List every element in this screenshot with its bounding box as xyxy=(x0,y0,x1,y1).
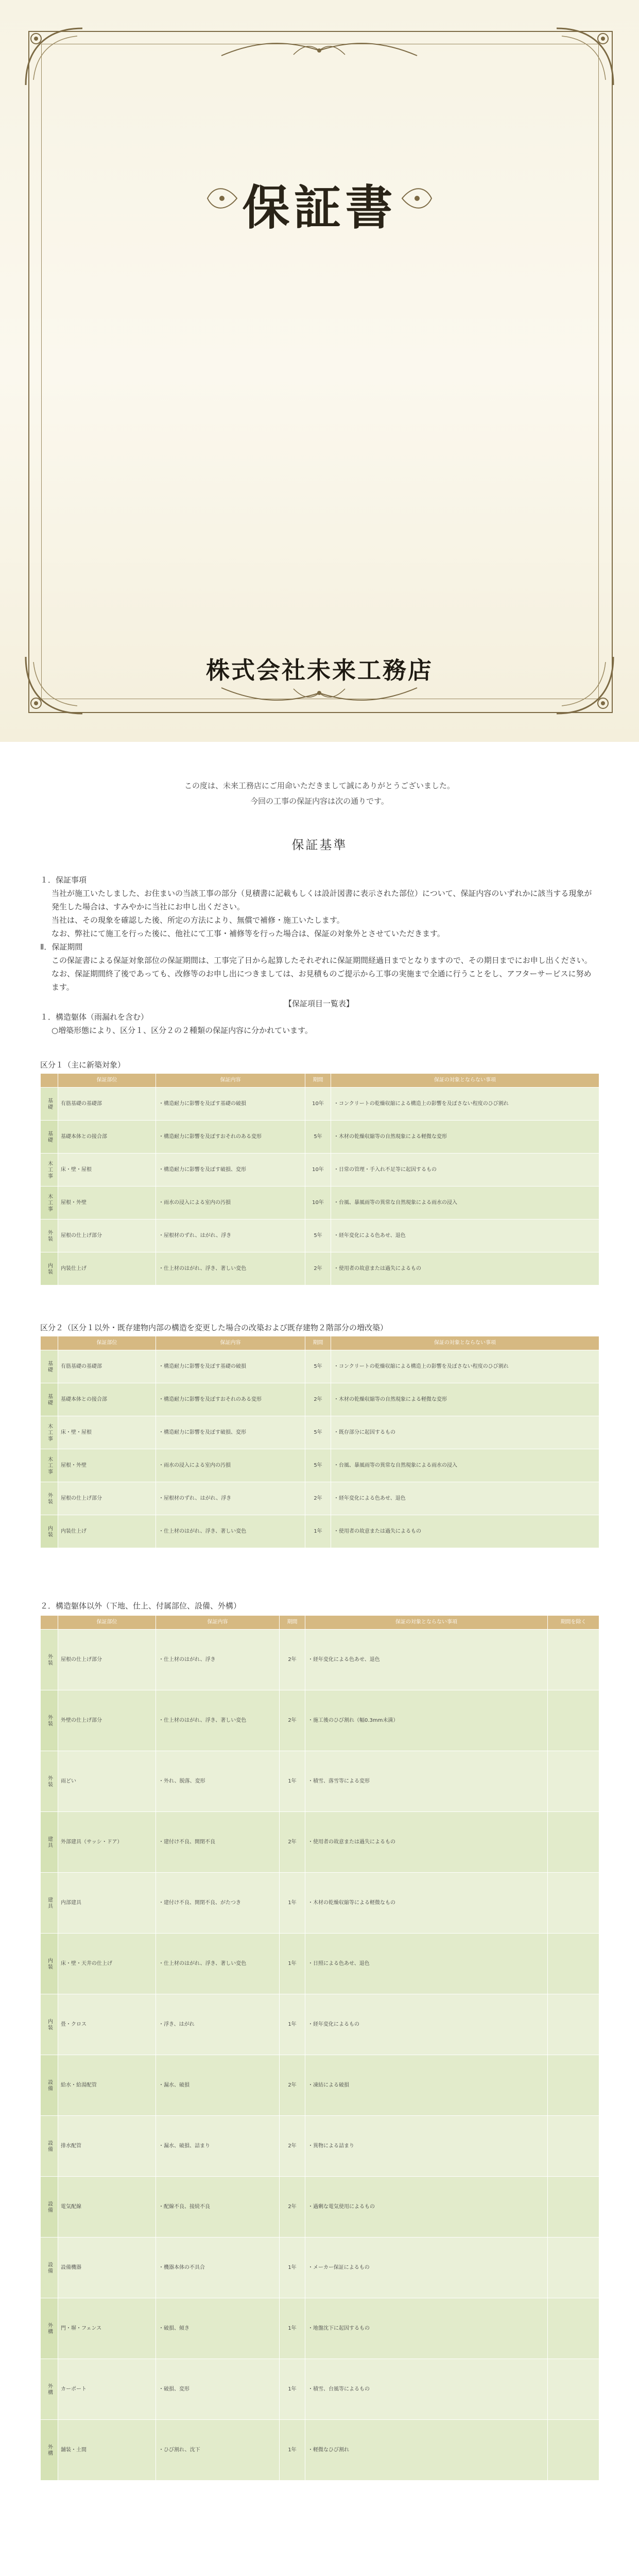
period-cell: 10年 xyxy=(305,1187,331,1219)
table-2-caption: 区分２（区分１以外・既存建物内部の構造を変更した場合の改築および既存建物２階部分の増改築） xyxy=(40,1323,388,1332)
table-row xyxy=(41,2177,599,2238)
part-cell: 屋根の仕上げ部分 xyxy=(58,1482,156,1515)
category-cell: 外構 xyxy=(41,2298,58,2359)
period-cell: 2年 xyxy=(280,1690,305,1751)
content-cell: ・漏水、破損、詰まり xyxy=(156,2116,280,2177)
content-cell: ・屋根材のずれ、はがれ、浮き xyxy=(156,1219,305,1252)
part-cell: 内装仕上げ xyxy=(58,1252,156,1285)
table-1 xyxy=(40,1073,599,1285)
exclusion-cell: ・コンクリートの乾燥収縮による構造上の影響を及ぼさない程度のひび割れ xyxy=(331,1088,599,1121)
extra-cell xyxy=(548,1873,599,1934)
exclusion-cell: ・既存部分に起因するもの xyxy=(331,1416,599,1449)
exclusion-cell: ・積雪、落雪等による変形 xyxy=(305,1751,548,1812)
column-header: 保証内容 xyxy=(156,1074,305,1088)
category-cell: 基礎 xyxy=(41,1383,58,1416)
section-2-paragraph-1: この保証書による保証対象部位の保証期間は、工事完了日から起算したそれぞれに保証期間経過日までとなりますので、その期日までにお申し出ください。 xyxy=(51,956,592,965)
column-header: 期間 xyxy=(280,1616,305,1630)
period-cell: 5年 xyxy=(305,1416,331,1449)
extra-cell xyxy=(548,1690,599,1751)
extra-cell xyxy=(548,1812,599,1873)
table-3 xyxy=(40,1615,599,2481)
column-header: 保証の対象とならない事項 xyxy=(305,1616,548,1630)
table-row xyxy=(41,1187,599,1219)
exclusion-cell: ・木材の乾燥収縮等の自然現象による軽微な変形 xyxy=(331,1383,599,1416)
column-header: 期間 xyxy=(305,1074,331,1088)
exclusion-cell: ・コンクリートの乾燥収縮による構造上の影響を及ぼさない程度のひび割れ xyxy=(331,1350,599,1383)
content-cell: ・仕上材のはがれ、浮き、著しい変色 xyxy=(156,1515,305,1548)
content-cell: ・構造耐力に影響を及ぼすおそれのある変形 xyxy=(156,1121,305,1154)
extra-cell xyxy=(548,1994,599,2055)
intro-line-1: この度は、未来工務店にご用命いただきまして誠にありがとうございました。 xyxy=(184,781,455,790)
part-cell: 設備機器 xyxy=(58,2238,156,2298)
standards-section xyxy=(0,835,639,1037)
period-cell: 2年 xyxy=(280,1812,305,1873)
extra-cell xyxy=(548,2359,599,2420)
part-cell: 屋根の仕上げ部分 xyxy=(58,1630,156,1690)
column-header: 保証内容 xyxy=(156,1616,280,1630)
content-cell: ・浮き、はがれ xyxy=(156,1994,280,2055)
table-row xyxy=(41,1934,599,1994)
content-cell: ・建付け不良、開閉不良 xyxy=(156,1812,280,1873)
part-cell: 外部建具（サッシ・ドア） xyxy=(58,1812,156,1873)
table-row xyxy=(41,1873,599,1934)
category-cell: 外構 xyxy=(41,2420,58,2481)
content-cell: ・建付け不良、開閉不良、がたつき xyxy=(156,1873,280,1934)
content-cell: ・仕上材のはがれ、浮き、著しい変色 xyxy=(156,1252,305,1285)
exclusion-cell: ・経年変化による色あせ、退色 xyxy=(331,1219,599,1252)
extra-cell xyxy=(548,2177,599,2238)
content-cell: ・構造耐力に影響を及ぼす基礎の破損 xyxy=(156,1088,305,1121)
exclusion-cell: ・地盤沈下に起因するもの xyxy=(305,2298,548,2359)
category-cell: 木工事 xyxy=(41,1449,58,1482)
part-cell: 門・塀・フェンス xyxy=(58,2298,156,2359)
table-row xyxy=(41,2238,599,2298)
extra-cell xyxy=(548,2420,599,2481)
part-cell: 屋根・外壁 xyxy=(58,1449,156,1482)
column-header: 保証の対象とならない事項 xyxy=(331,1074,599,1088)
content-cell: ・雨水の浸入による室内の汚損 xyxy=(156,1449,305,1482)
exclusion-cell: ・経年変化によるもの xyxy=(305,1994,548,2055)
table-3-caption: ２．構造躯体以外（下地、仕上、付属部位、設備、外構） xyxy=(40,1601,241,1611)
table-row xyxy=(41,1383,599,1416)
content-cell: ・機器本体の不具合 xyxy=(156,2238,280,2298)
table-row xyxy=(41,1515,599,1548)
exclusion-cell: ・経年変化による色あせ、退色 xyxy=(305,1630,548,1690)
content-cell: ・構造耐力に影響を及ぼすおそれのある変形 xyxy=(156,1383,305,1416)
exclusion-cell: ・過剰な電気使用によるもの xyxy=(305,2177,548,2238)
part-cell: 有筋基礎の基礎部 xyxy=(58,1088,156,1121)
exclusion-cell: ・台風、暴風雨等の異常な自然現象による雨水の浸入 xyxy=(331,1187,599,1219)
content-cell: ・外れ、脱落、変形 xyxy=(156,1751,280,1812)
part-cell: 排水配管 xyxy=(58,2116,156,2177)
period-cell: 1年 xyxy=(280,1873,305,1934)
exclusion-cell: ・木材の乾燥収縮等の自然現象による軽微な変形 xyxy=(331,1121,599,1154)
section-1-paragraph-3: なお、弊社にて施工を行った後に、他社にて工事・補修等を行った場合は、保証の対象外とさせていただきます。 xyxy=(51,929,445,938)
table-row xyxy=(41,1252,599,1285)
content-cell: ・構造耐力に影響を及ぼす基礎の破損 xyxy=(156,1350,305,1383)
period-cell: 2年 xyxy=(305,1383,331,1416)
period-cell: 2年 xyxy=(280,2055,305,2116)
extra-cell xyxy=(548,2116,599,2177)
part-cell: 床・壁・屋根 xyxy=(58,1416,156,1449)
period-cell: 2年 xyxy=(280,2116,305,2177)
exclusion-cell: ・異物による詰まり xyxy=(305,2116,548,2177)
category-cell: 設備 xyxy=(41,2177,58,2238)
table-row xyxy=(41,1350,599,1383)
structure-note: ○増築形態により、区分１、区分２の２種類の保証内容に分かれています。 xyxy=(51,1026,313,1035)
section-1-paragraph-2: 当社は、その現象を確認した後、所定の方法により、無償で補修・施工いたします。 xyxy=(51,916,344,925)
table-2 xyxy=(40,1336,599,1548)
standards-heading: 保証基準 xyxy=(291,838,348,852)
column-header: 期間を除く xyxy=(548,1616,599,1630)
period-cell: 2年 xyxy=(280,1630,305,1690)
content-cell: ・雨水の浸入による室内の汚損 xyxy=(156,1187,305,1219)
category-cell: 建具 xyxy=(41,1812,58,1873)
exclusion-cell: ・使用者の故意または過失によるもの xyxy=(331,1515,599,1548)
extra-cell xyxy=(548,2298,599,2359)
section-2-title: Ⅱ．保証期間 xyxy=(40,942,83,952)
exclusion-cell: ・施工後のひび割れ（幅0.3mm未満） xyxy=(305,1690,548,1751)
table-row xyxy=(41,2359,599,2420)
column-header: 保証部位 xyxy=(58,1616,156,1630)
period-cell: 10年 xyxy=(305,1088,331,1121)
category-cell: 設備 xyxy=(41,2055,58,2116)
table-row xyxy=(41,2298,599,2359)
corner-ornament-top-right xyxy=(551,23,618,90)
column-header: 保証の対象とならない事項 xyxy=(331,1336,599,1350)
extra-cell xyxy=(548,2055,599,2116)
category-cell: 内装 xyxy=(41,1934,58,1994)
table-row xyxy=(41,1154,599,1187)
category-cell: 外装 xyxy=(41,1751,58,1812)
period-cell: 2年 xyxy=(305,1252,331,1285)
table-row xyxy=(41,2116,599,2177)
category-cell: 建具 xyxy=(41,1873,58,1934)
period-cell: 5年 xyxy=(305,1219,331,1252)
table-row xyxy=(41,1994,599,2055)
part-cell: 給水・給湯配管 xyxy=(58,2055,156,2116)
part-cell: 基礎本体との接合部 xyxy=(58,1121,156,1154)
table-row xyxy=(41,1482,599,1515)
period-cell: 2年 xyxy=(280,2177,305,2238)
exclusion-cell: ・使用者の故意または過失によるもの xyxy=(331,1252,599,1285)
part-cell: 電気配線 xyxy=(58,2177,156,2238)
category-cell: 木工事 xyxy=(41,1416,58,1449)
intro-line-2: 今回の工事の保証内容は次の通りです。 xyxy=(250,796,389,806)
exclusion-cell: ・使用者の故意または過失によるもの xyxy=(305,1812,548,1873)
exclusion-cell: ・軽微なひび割れ xyxy=(305,2420,548,2481)
category-cell: 設備 xyxy=(41,2238,58,2298)
category-cell: 内装 xyxy=(41,1252,58,1285)
part-cell: 外壁の仕上げ部分 xyxy=(58,1690,156,1751)
table-2-block xyxy=(0,1321,639,1548)
part-cell: 床・壁・屋根 xyxy=(58,1154,156,1187)
content-cell: ・屋根材のずれ、はがれ、浮き xyxy=(156,1482,305,1515)
category-cell: 設備 xyxy=(41,2116,58,2177)
part-cell: 雨どい xyxy=(58,1751,156,1812)
table-row xyxy=(41,1690,599,1751)
period-cell: 10年 xyxy=(305,1154,331,1187)
part-cell: 屋根の仕上げ部分 xyxy=(58,1219,156,1252)
table-row xyxy=(41,1630,599,1690)
part-cell: 内部建具 xyxy=(58,1873,156,1934)
exclusion-cell: ・台風、暴風雨等の異常な自然現象による雨水の浸入 xyxy=(331,1449,599,1482)
part-cell: 内装仕上げ xyxy=(58,1515,156,1548)
category-cell: 基礎 xyxy=(41,1088,58,1121)
table-row xyxy=(41,1121,599,1154)
corner-ornament-top-left xyxy=(21,23,88,90)
column-header xyxy=(41,1336,58,1350)
period-cell: 5年 xyxy=(305,1449,331,1482)
part-cell: 舗装・土間 xyxy=(58,2420,156,2481)
extra-cell xyxy=(548,1630,599,1690)
extra-cell xyxy=(548,1751,599,1812)
table-1-caption: 区分１（主に新築対象） xyxy=(40,1060,126,1070)
column-header: 保証部位 xyxy=(58,1074,156,1088)
table-row xyxy=(41,2055,599,2116)
content-cell: ・構造耐力に影響を及ぼす破損、変形 xyxy=(156,1416,305,1449)
period-cell: 1年 xyxy=(280,1751,305,1812)
section-2-paragraph-2: なお、保証期間終了後であっても、改修等のお申し出につきましては、お見積ものご提示から工事の実施まで全通に行うことをし、アフターサービスに努めます。 xyxy=(51,969,592,992)
table-row xyxy=(41,1449,599,1482)
intro-message xyxy=(0,778,639,809)
period-cell: 1年 xyxy=(280,2359,305,2420)
table-3-block xyxy=(0,1600,639,2481)
bottom-flourish-ornament xyxy=(216,683,422,703)
category-cell: 基礎 xyxy=(41,1350,58,1383)
part-cell: 有筋基礎の基礎部 xyxy=(58,1350,156,1383)
content-cell: ・構造耐力に影響を及ぼす破損、変形 xyxy=(156,1154,305,1187)
content-cell: ・仕上材のはがれ、浮き、著しい変色 xyxy=(156,1934,280,1994)
exclusion-cell: ・日照による色あせ、退色 xyxy=(305,1934,548,1994)
exclusion-cell: ・木材の乾燥収縮等による軽微なもの xyxy=(305,1873,548,1934)
part-cell: カーポート xyxy=(58,2359,156,2420)
period-cell: 1年 xyxy=(280,2238,305,2298)
period-cell: 1年 xyxy=(280,2420,305,2481)
column-header: 保証内容 xyxy=(156,1336,305,1350)
column-header: 期間 xyxy=(305,1336,331,1350)
section-1-paragraph-1: 当社が施工いたしました、お住まいの当該工事の部分（見積書に記載もしくは設計図書に表示された部位）について、保証内容のいずれかに該当する現象が発生した場合は、すみやかに当社にお申し出ください。 xyxy=(51,889,592,911)
content-cell: ・仕上材のはがれ、浮き xyxy=(156,1630,280,1690)
exclusion-cell: ・凍結による破損 xyxy=(305,2055,548,2116)
part-cell: 基礎本体との接合部 xyxy=(58,1383,156,1416)
table-row xyxy=(41,2420,599,2481)
part-cell: 屋根・外壁 xyxy=(58,1187,156,1219)
category-cell: 内装 xyxy=(41,1515,58,1548)
category-cell: 木工事 xyxy=(41,1187,58,1219)
content-cell: ・ひび割れ、沈下 xyxy=(156,2420,280,2481)
table-row xyxy=(41,1751,599,1812)
period-cell: 1年 xyxy=(305,1515,331,1548)
table-row xyxy=(41,1812,599,1873)
period-cell: 1年 xyxy=(280,1994,305,2055)
top-flourish-ornament xyxy=(216,40,422,61)
content-cell: ・破損、傾き xyxy=(156,2298,280,2359)
company-name: 株式会社未来工務店 xyxy=(206,656,433,684)
cover-title: 保証書 xyxy=(242,180,397,235)
extra-cell xyxy=(548,2238,599,2298)
exclusion-cell: ・日常の管理・手入れ不足等に起因するもの xyxy=(331,1154,599,1187)
period-cell: 1年 xyxy=(280,2298,305,2359)
column-header: 保証部位 xyxy=(58,1336,156,1350)
category-cell: 外構 xyxy=(41,2359,58,2420)
list-heading: 【保証項目一覧表】 xyxy=(284,999,354,1008)
column-header xyxy=(41,1074,58,1088)
content-cell: ・仕上材のはがれ、浮き、著しい変色 xyxy=(156,1690,280,1751)
category-cell: 外装 xyxy=(41,1630,58,1690)
part-cell: 床・壁・天井の仕上げ xyxy=(58,1934,156,1994)
category-cell: 内装 xyxy=(41,1994,58,2055)
section-1-title: １．保証事項 xyxy=(40,875,87,885)
category-cell: 木工事 xyxy=(41,1154,58,1187)
period-cell: 5年 xyxy=(305,1121,331,1154)
period-cell: 5年 xyxy=(305,1350,331,1383)
exclusion-cell: ・経年変化による色あせ、退色 xyxy=(331,1482,599,1515)
category-cell: 外装 xyxy=(41,1482,58,1515)
period-cell: 2年 xyxy=(305,1482,331,1515)
part-cell: 畳・クロス xyxy=(58,1994,156,2055)
cover-inner-frame xyxy=(41,44,599,699)
extra-cell xyxy=(548,1934,599,1994)
structure-title: １．構造躯体（雨漏れを含む） xyxy=(40,1012,149,1022)
table-row xyxy=(41,1416,599,1449)
table-1-block xyxy=(0,1059,639,1285)
period-cell: 1年 xyxy=(280,1934,305,1994)
content-cell: ・配線不良、接続不良 xyxy=(156,2177,280,2238)
exclusion-cell: ・積雪、台風等によるもの xyxy=(305,2359,548,2420)
category-cell: 外装 xyxy=(41,1690,58,1751)
column-header xyxy=(41,1616,58,1630)
cover-page xyxy=(0,0,639,742)
category-cell: 外装 xyxy=(41,1219,58,1252)
category-cell: 基礎 xyxy=(41,1121,58,1154)
content-cell: ・破損、変形 xyxy=(156,2359,280,2420)
table-row xyxy=(41,1219,599,1252)
exclusion-cell: ・メーカー保証によるもの xyxy=(305,2238,548,2298)
content-cell: ・漏水、破損 xyxy=(156,2055,280,2116)
table-row xyxy=(41,1088,599,1121)
